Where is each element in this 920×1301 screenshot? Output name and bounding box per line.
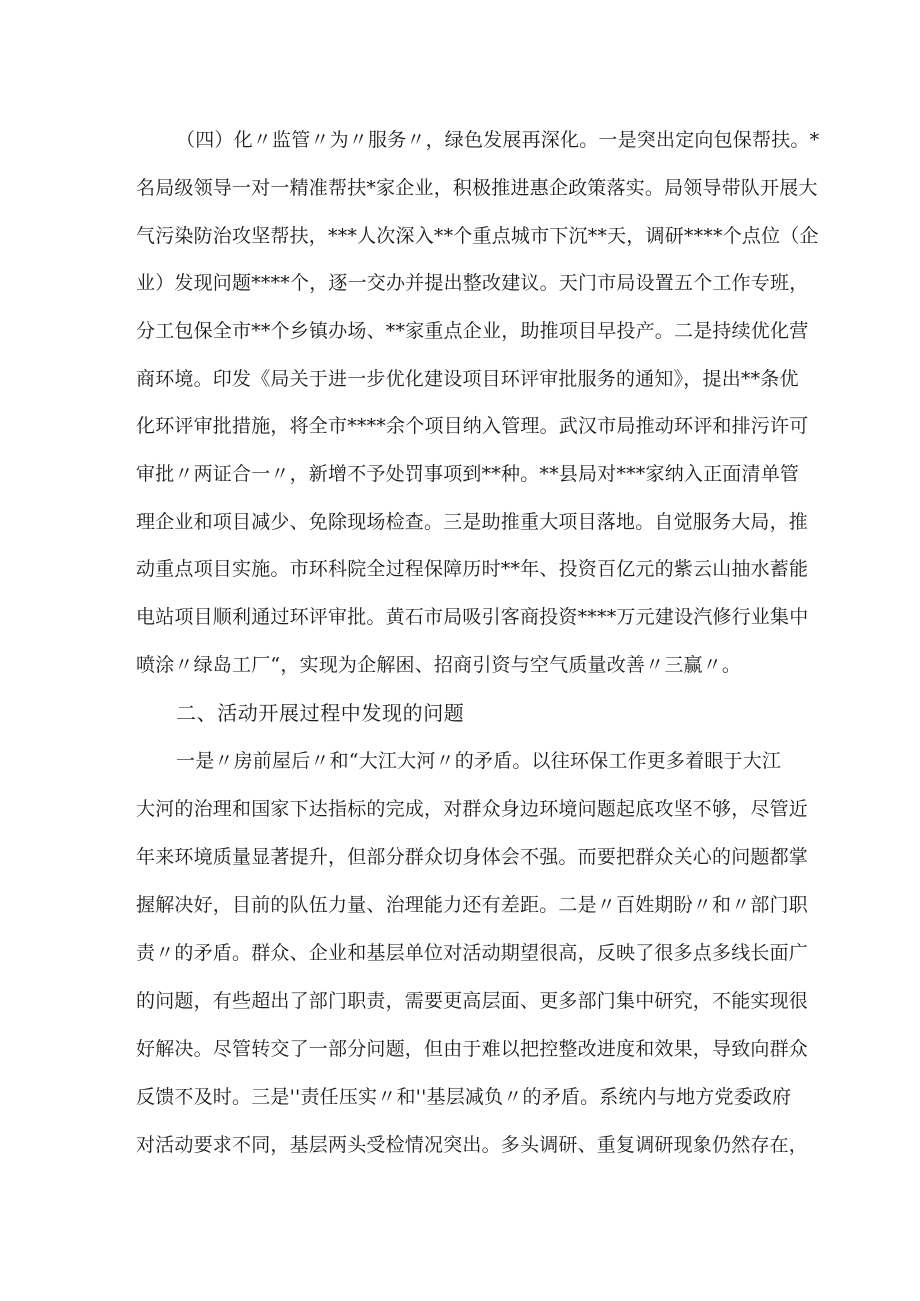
- paragraph-line: （四）化〃监管〃为〃服务〃，绿色发展再深化。一是突出定向包保帮扶。*: [176, 129, 820, 151]
- paragraph-line: 的问题，有些超出了部门职责，需要更高层面、更多部门集中研究，不能实现很: [136, 990, 809, 1012]
- paragraph-line: 理企业和项目减少、免除现场检查。三是助推重大项目落地。自觉服务大局，推: [136, 511, 809, 533]
- paragraph-line: 动重点项目实施。市环科院全过程保障历时**年、投资百亿元的紫云山抽水蓄能: [136, 558, 809, 580]
- paragraph-line: 电站项目顺利通过环评审批。黄石市局吸引客商投资****万元建设汽修行业集中: [136, 606, 809, 628]
- paragraph-line: 责〃的矛盾。群众、企业和基层单位对活动期望很高，反映了很多点多线长面广: [136, 942, 809, 964]
- paragraph-line: 名局级领导一对一精准帮扶*家企业，积极推进惠企政策落实。局领导带队开展大: [136, 177, 818, 199]
- paragraph-line: 大河的治理和国家下达指标的完成，对群众身边环境问题起底攻坚不够，尽管近: [136, 798, 809, 820]
- paragraph-line: 好解决。尽管转交了一部分问题，但由于难以把控整改进度和效果，导致向群众: [136, 1038, 809, 1060]
- paragraph-line: 一是〃房前屋后〃和“大江大河〃的矛盾。以往环保工作更多着眼于大江: [176, 750, 782, 772]
- paragraph-line: 喷涂〃绿岛工厂“，实现为企解困、招商引资与空气质量改善〃三赢〃。: [136, 654, 742, 676]
- paragraph-line: 审批〃两证合一〃，新增不予处罚事项到**种。**县局对***家纳入正面清单管: [136, 463, 800, 485]
- paragraph-line: 握解决好，目前的队伍力量、治理能力还有差距。二是〃百姓期盼〃和〃部门职: [136, 894, 809, 916]
- paragraph-line: 对活动要求不同，基层两头受检情况突出。多头调研、重复调研现象仍然存在，: [136, 1134, 809, 1156]
- paragraph-line: 年来环境质量显著提升，但部分群众切身体会不强。而要把群众关心的问题都掌: [136, 846, 809, 868]
- paragraph-line: 商环境。印发《局关于进一步优化建设项目环评审批服务的通知》，提出**条优: [136, 368, 799, 390]
- paragraph-line: 反馈不及时。三是''责任压实〃和''基层减负〃的矛盾。系统内与地方党委政府: [136, 1086, 792, 1108]
- paragraph-line: 分工包保全市**个乡镇办场、**家重点企业，助推项目早投产。二是持续优化营: [136, 320, 809, 342]
- paragraph-line: 气污染防治攻坚帮扶，***人次深入**个重点城市下沉**天，调研****个点位（企: [136, 225, 819, 247]
- section-heading: 二、活动开展过程中发现的问题: [176, 701, 465, 725]
- paragraph-line: 化环评审批措施，将全市****余个项目纳入管理。武汉市局推动环评和排污许可: [136, 415, 809, 437]
- paragraph-line: 业）发现问题****个，逐一交办并提出整改建议。天门市局设置五个工作专班，: [136, 272, 809, 294]
